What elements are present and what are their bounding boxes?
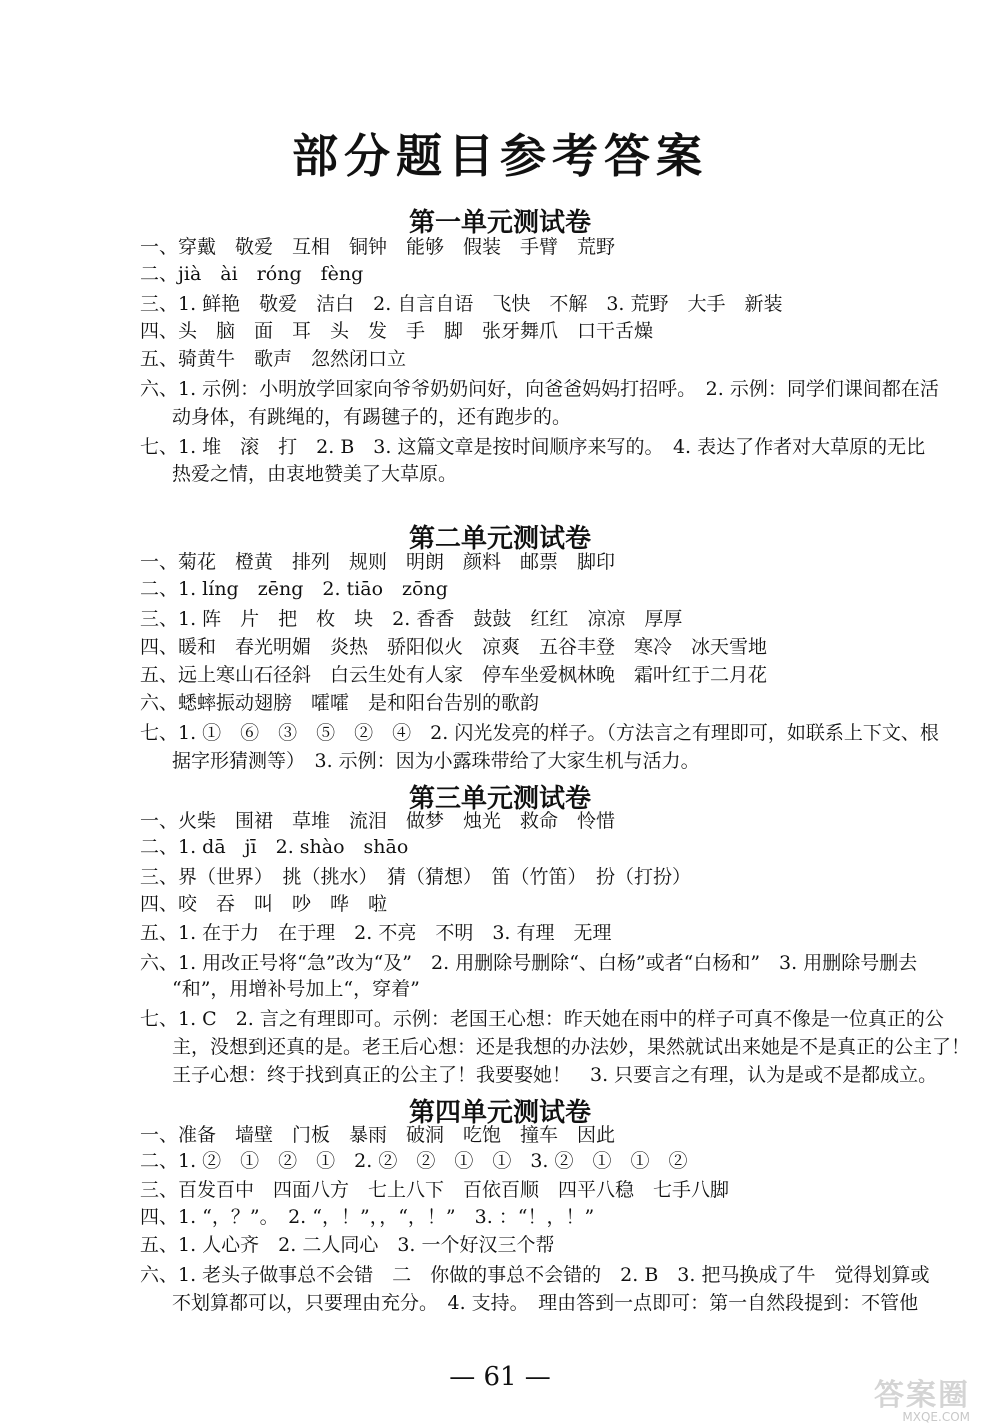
answer-line: 一、菊花 橙黄 排列 规则 明朗 颜料 邮票 脚印: [140, 551, 616, 573]
answer-line: 六、1. 老头子做事总不会错 二 你做的事总不会错的 2. B 3. 把马换成了牛 觉得划算或: [140, 1264, 930, 1286]
unit-title-2: 第二单元测试卷: [408, 524, 591, 554]
page-number: — 61 —: [449, 1362, 551, 1392]
unit-title-3: 第三单元测试卷: [408, 784, 591, 814]
answer-line: 一、准备 墙壁 门板 暴雨 破洞 吃饱 撞车 因此: [140, 1124, 616, 1146]
answer-line: 七、1. 堆 滚 打 2. B 3. 这篇文章是按时间顺序来写的。 4. 表达了作者对大草原的无比: [140, 436, 926, 458]
answer-line: 五、远上寒山石径斜 白云生处有人家 停车坐爱枫林晚 霜叶红于二月花: [140, 664, 768, 686]
answer-line: 七、1. C 2. 言之有理即可。示例：老国王心想：昨天她在雨中的样子可真不像是一位真正的公: [140, 1008, 944, 1030]
answer-line: 六、1. 示例：小明放学回家向爷爷奶奶问好，向爸爸妈妈打招呼。 2. 示例：同学们课间都在活: [140, 378, 939, 400]
watermark-site: MXQE.COM: [902, 1410, 970, 1424]
answer-line: 四、1. “，？”。 2. “，！”，，“，！” 3. ：“！，！”: [140, 1206, 595, 1228]
answer-line: 七、1. ① ⑥ ③ ⑤ ② ④ 2. 闪光发亮的样子。（方法言之有理即可，如联系上下文、根: [140, 722, 939, 744]
watermark: [840, 1370, 970, 1424]
page-title: 部分题目参考答案: [292, 129, 708, 183]
answer-line: 据字形猜测等） 3. 示例：因为小露珠带给了大家生机与活力。: [172, 750, 700, 772]
answer-line: 二、1. líng zēng 2. tiāo zōng: [140, 578, 448, 600]
answer-line: 四、咬 吞 叫 吵 哗 啦: [140, 893, 388, 915]
answer-line: 五、1. 人心齐 2. 二人同心 3. 一个好汉三个帮: [140, 1234, 555, 1256]
answer-line: 四、暖和 春光明媚 炎热 骄阳似火 凉爽 五谷丰登 寒冷 冰天雪地: [140, 636, 768, 658]
answer-line: 三、界（世界） 挑（挑水） 猜（猜想） 笛（竹笛） 扮（打扮）: [140, 866, 692, 888]
answer-line: 五、骑黄牛 歌声 忽然闭口立: [140, 348, 407, 370]
answer-line: 二、1. ② ① ② ① 2. ② ② ① ① 3. ② ① ① ②: [140, 1150, 688, 1172]
answer-line: 二、jià ài róng fèng: [140, 263, 364, 285]
answer-line: 二、1. dā jī 2. shào shāo: [140, 836, 409, 858]
answer-line: 一、火柴 围裙 草堆 流泪 做梦 烛光 救命 怜惜: [140, 810, 616, 832]
answer-line: 四、头 脑 面 耳 头 发 手 脚 张牙舞爪 口干舌燥: [140, 320, 654, 342]
answer-line: “和”，用增补号加上“，穿着”: [172, 978, 420, 1000]
answer-line: 三、1. 鲜艳 敬爱 洁白 2. 自言自语 飞快 不解 3. 荒野 大手 新装: [140, 293, 783, 315]
answer-line: 三、1. 阵 片 把 枚 块 2. 香香 鼓鼓 红红 凉凉 厚厚: [140, 608, 683, 630]
answer-line: 主，没想到还真的是。老王后心想：还是我想的办法妙，果然就试出来她是不是真正的公主了！: [172, 1036, 971, 1058]
unit-title-1: 第一单元测试卷: [408, 208, 591, 238]
answer-line: 动身体，有跳绳的，有踢毽子的，还有跑步的。: [172, 406, 572, 428]
watermark-logo: 答案圈: [874, 1378, 970, 1413]
unit-title-4: 第四单元测试卷: [408, 1098, 591, 1128]
answer-line: 六、1. 用改正号将“急”改为“及” 2. 用删除号删除“、白杨”或者“白杨和” 3. 用删除号删去: [140, 952, 918, 974]
answer-line: 五、1. 在于力 在于理 2. 不亮 不明 3. 有理 无理: [140, 922, 612, 944]
answer-line: 热爱之情，由衷地赞美了大草原。: [172, 463, 458, 485]
answer-line: 王子心想：终于找到真正的公主了！我要娶她！ 3. 只要言之有理，认为是或不是都成立。: [172, 1064, 938, 1086]
answer-line: 六、蟋蟀振动翅膀 嚯嚯 是和阳台告别的歌韵: [140, 692, 540, 714]
answer-line: 一、穿戴 敬爱 互相 铜钟 能够 假装 手臂 荒野: [140, 236, 616, 258]
answer-line: 不划算都可以，只要理由充分。 4. 支持。 理由答到一点即可：第一自然段提到：不管他: [172, 1292, 919, 1314]
answer-line: 三、百发百中 四面八方 七上八下 百依百顺 四平八稳 七手八脚: [140, 1179, 730, 1201]
